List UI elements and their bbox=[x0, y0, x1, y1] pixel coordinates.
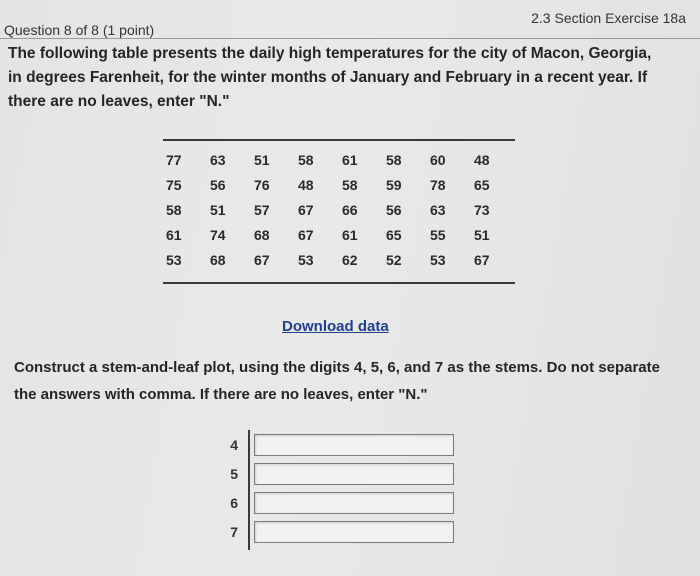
table-row bbox=[163, 197, 515, 222]
leaf-input-stem-4[interactable] bbox=[254, 434, 454, 456]
table-cell: 75 bbox=[166, 176, 182, 193]
table-cell: 53 bbox=[430, 251, 446, 268]
table-cell: 67 bbox=[254, 251, 270, 268]
stem-label: 5 bbox=[230, 465, 238, 482]
table-cell: 57 bbox=[254, 201, 270, 218]
table-cell: 59 bbox=[386, 176, 402, 193]
table-cell: 52 bbox=[386, 251, 402, 268]
header-divider bbox=[0, 38, 700, 39]
table-cell: 53 bbox=[298, 251, 314, 268]
table-cell: 67 bbox=[474, 251, 490, 268]
table-cell: 65 bbox=[386, 226, 402, 243]
table-cell: 61 bbox=[342, 226, 358, 243]
table-cell: 78 bbox=[430, 176, 446, 193]
table-cell: 53 bbox=[166, 251, 182, 268]
stem-row bbox=[214, 488, 454, 517]
instruction-text: Construct a stem-and-leaf plot, using the digits 4, 5, 6, and 7 as the stems. Do not separate the answers with comma. If there are no leaves, enter "N." bbox=[14, 359, 660, 403]
download-data-link[interactable]: Download data bbox=[282, 318, 389, 335]
table-cell: 60 bbox=[430, 151, 446, 168]
table-cell: 51 bbox=[210, 201, 226, 218]
table-cell: 56 bbox=[210, 176, 226, 193]
table-cell: 62 bbox=[342, 251, 358, 268]
stem-row bbox=[214, 459, 454, 488]
table-cell: 51 bbox=[254, 151, 270, 168]
leaf-input-stem-6[interactable] bbox=[254, 492, 454, 514]
table-row bbox=[163, 147, 515, 172]
stem-label: 7 bbox=[230, 523, 238, 540]
temperature-table bbox=[163, 147, 515, 272]
table-row bbox=[163, 247, 515, 272]
stem-label: 4 bbox=[230, 436, 238, 453]
section-label: 2.3 Section Exercise 18a bbox=[531, 10, 686, 26]
table-cell: 68 bbox=[210, 251, 226, 268]
question-info: Question 8 of 8 (1 point) bbox=[4, 22, 155, 38]
table-cell: 66 bbox=[342, 201, 358, 218]
table-cell: 48 bbox=[474, 151, 490, 168]
table-row bbox=[163, 172, 515, 197]
table-cell: 61 bbox=[342, 151, 358, 168]
stem-and-leaf-plot bbox=[214, 430, 454, 546]
table-cell: 48 bbox=[298, 176, 314, 193]
question-prompt: The following table presents the daily high temperatures for the city of Macon, Georgia, in degrees Farenheit, for the winter months of January and February in a recent year. If there are no leaves, enter "N." bbox=[8, 45, 652, 110]
table-cell: 63 bbox=[430, 201, 446, 218]
table-row bbox=[163, 222, 515, 247]
table-cell: 58 bbox=[386, 151, 402, 168]
table-cell: 68 bbox=[254, 226, 270, 243]
data-table-container bbox=[163, 139, 515, 284]
table-cell: 58 bbox=[298, 151, 314, 168]
table-cell: 61 bbox=[166, 226, 182, 243]
stem-label: 6 bbox=[230, 494, 238, 511]
table-cell: 74 bbox=[210, 226, 226, 243]
leaf-input-stem-5[interactable] bbox=[254, 463, 454, 485]
table-cell: 58 bbox=[342, 176, 358, 193]
table-cell: 65 bbox=[474, 176, 490, 193]
table-cell: 55 bbox=[430, 226, 446, 243]
table-cell: 73 bbox=[474, 201, 490, 218]
stem-row bbox=[214, 430, 454, 459]
table-bottom-rule bbox=[163, 282, 515, 284]
table-cell: 63 bbox=[210, 151, 226, 168]
table-cell: 58 bbox=[166, 201, 182, 218]
table-cell: 76 bbox=[254, 176, 270, 193]
table-cell: 67 bbox=[298, 201, 314, 218]
table-cell: 67 bbox=[298, 226, 314, 243]
table-cell: 56 bbox=[386, 201, 402, 218]
stem-row bbox=[214, 517, 454, 546]
table-cell: 77 bbox=[166, 151, 182, 168]
leaf-input-stem-7[interactable] bbox=[254, 521, 454, 543]
table-top-rule bbox=[163, 139, 515, 141]
table-cell: 51 bbox=[474, 226, 490, 243]
